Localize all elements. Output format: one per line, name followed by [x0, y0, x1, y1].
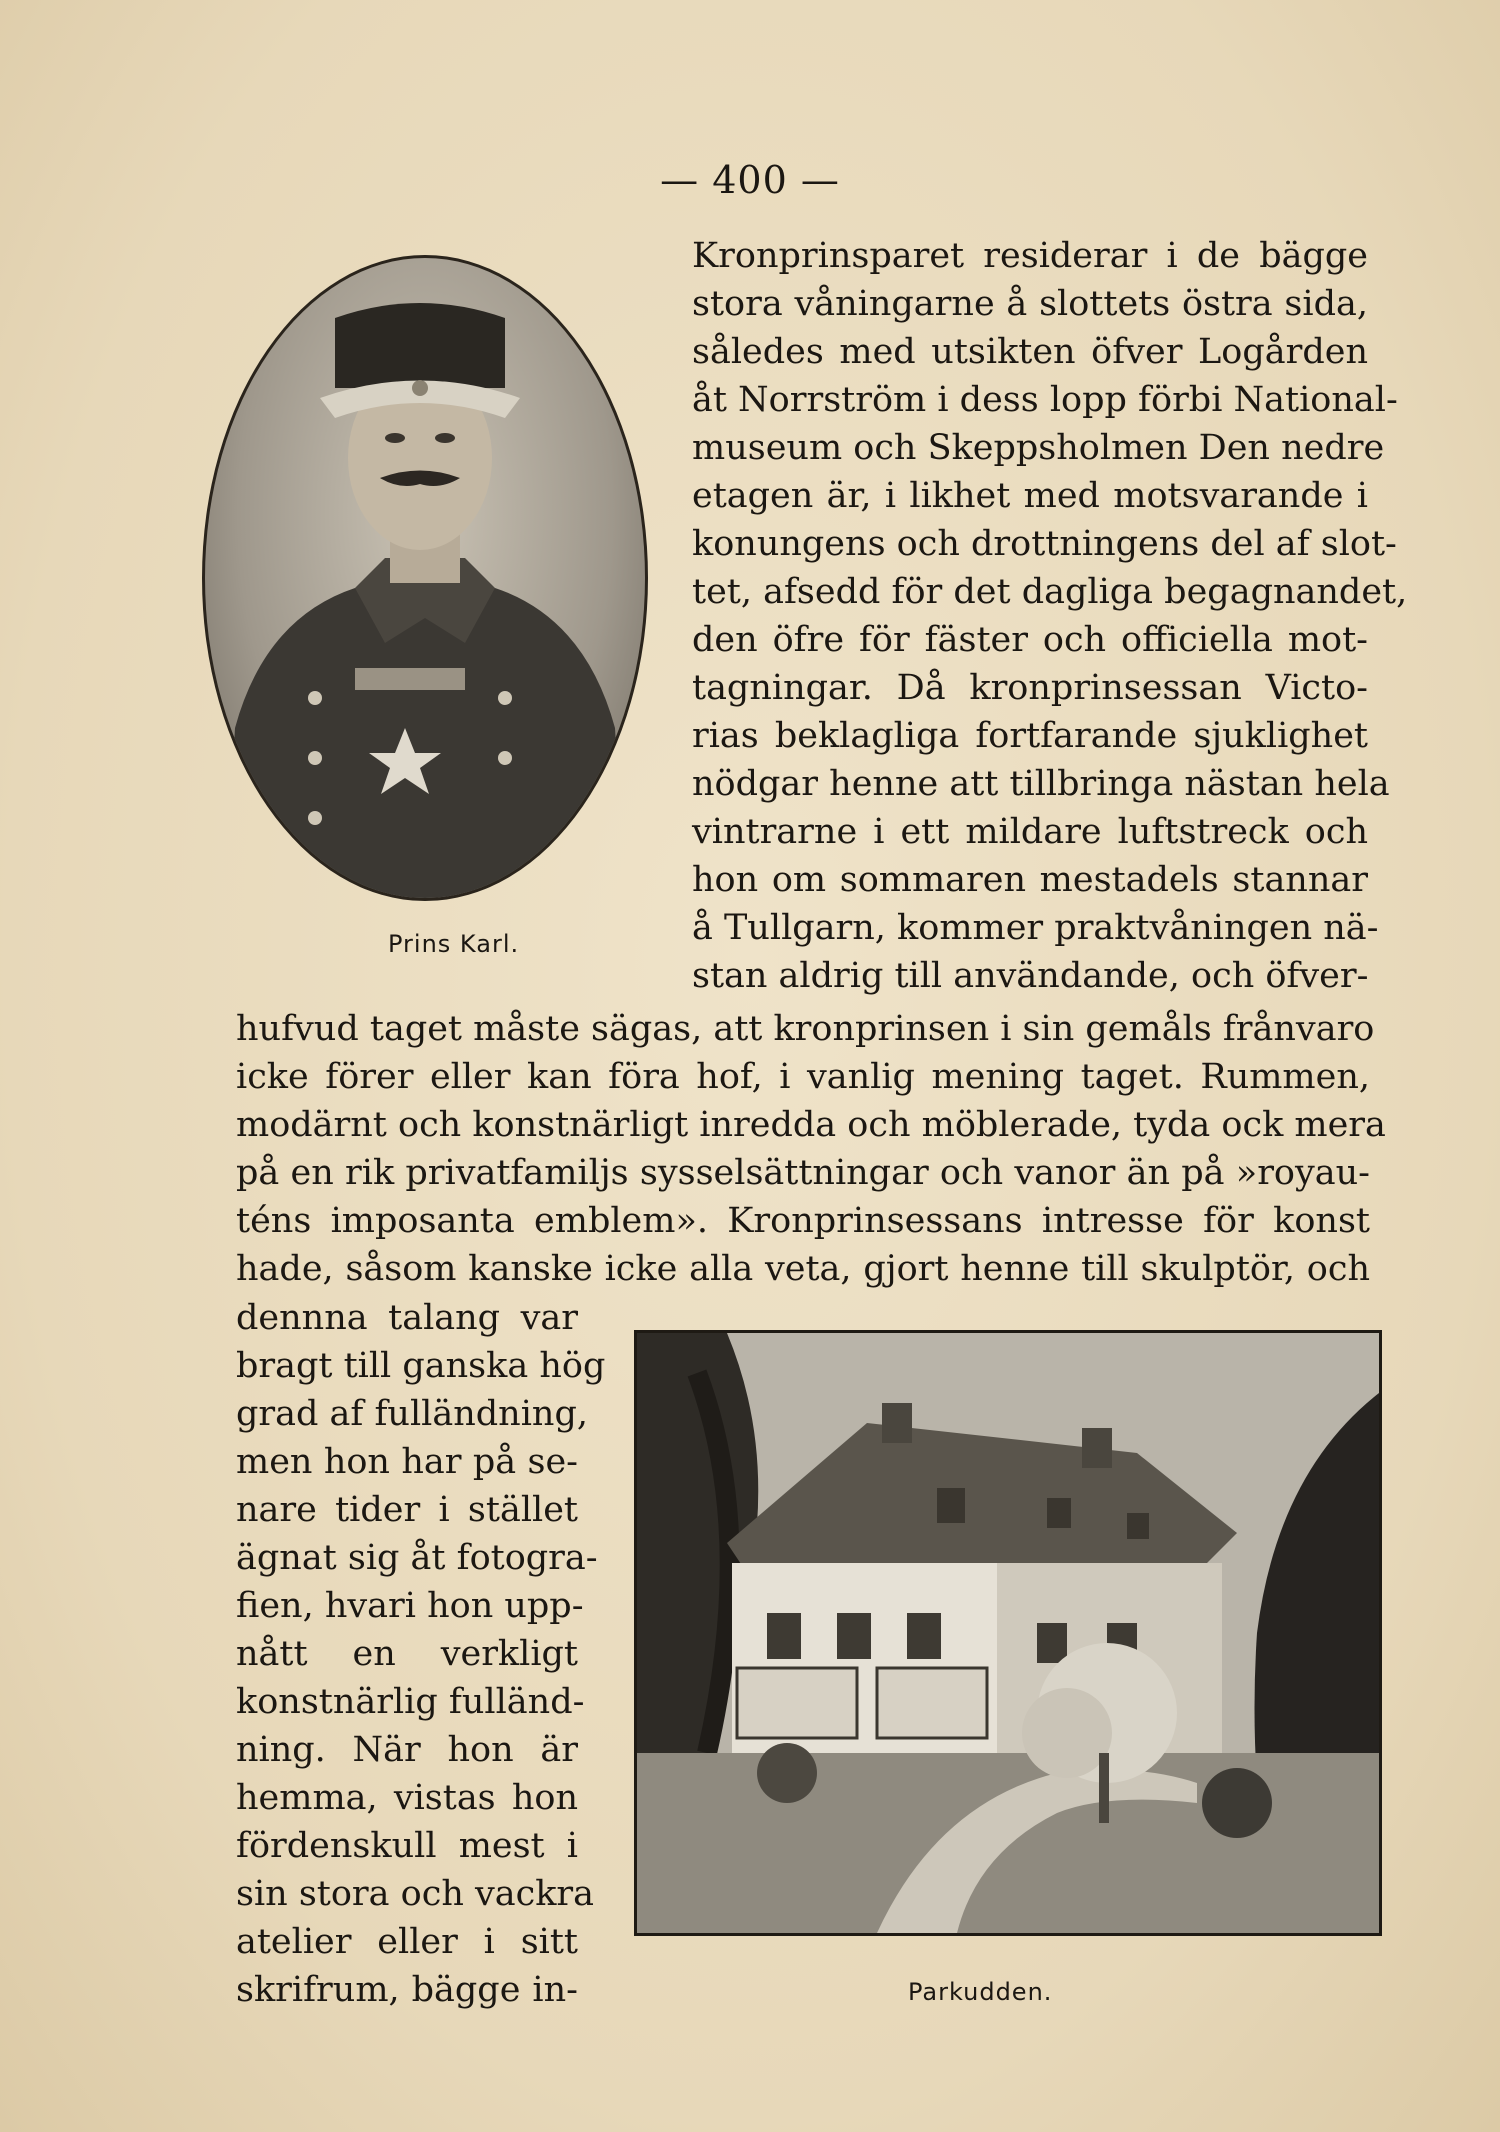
text-line: tagningar. Då kronprinsessan Victo-: [692, 668, 1368, 708]
page-number: — 400 —: [660, 158, 840, 202]
text-line: tet, afsedd för det dagliga begagnandet,: [692, 572, 1408, 612]
text-line: den öfre för fäster och officiella mot-: [692, 620, 1368, 660]
text-line: hon om sommaren mestadels stannar: [692, 860, 1368, 900]
text-line: vintrarne i ett mildare luftstreck och: [692, 812, 1368, 852]
text-line: icke förer eller kan föra hof, i vanlig mening taget. Rummen,: [236, 1057, 1370, 1097]
text-line: ning. När hon är: [236, 1730, 578, 1770]
text-line: nått en verkligt: [236, 1634, 578, 1674]
text-line: hade, såsom kanske icke alla veta, gjort henne till skulptör, och: [236, 1249, 1370, 1289]
text-line: ägnat sig åt fotogra-: [236, 1538, 598, 1578]
house-caption: Parkudden.: [908, 1978, 1053, 2006]
text-line: åt Norrström i dess lopp förbi National-: [692, 380, 1398, 420]
text-line: bragt till ganska hög: [236, 1346, 606, 1386]
house-photo: [634, 1330, 1382, 1936]
text-line: etagen är, i likhet med motsvarande i: [692, 476, 1368, 516]
portrait-caption: Prins Karl.: [388, 930, 520, 958]
text-line: téns imposanta emblem». Kronprinsessans intresse för konst: [236, 1201, 1370, 1241]
text-line: konstnärlig fulländ-: [236, 1682, 585, 1722]
text-line: hufvud taget måste sägas, att kronprinsen i sin gemåls frånvaro: [236, 1009, 1375, 1049]
text-line: men hon har på se-: [236, 1442, 578, 1482]
text-line: konungens och drottningens del af slot-: [692, 524, 1397, 564]
text-line: sin stora och vackra: [236, 1874, 595, 1914]
text-line: Kronprinsparet residerar i de bägge: [692, 236, 1368, 276]
text-line: stan aldrig till användande, och öfver-: [692, 956, 1369, 996]
text-line: fördenskull mest i: [236, 1826, 578, 1866]
text-line: rias beklagliga fortfarande sjuklighet: [692, 716, 1368, 756]
text-line: nödgar henne att tillbringa nästan hela: [692, 764, 1390, 804]
text-line: modärnt och konstnärligt inredda och möblerade, tyda ock mera: [236, 1105, 1386, 1145]
house-illustration: [637, 1333, 1379, 1933]
text-line: fien, hvari hon upp-: [236, 1586, 584, 1626]
text-line: å Tullgarn, kommer praktvåningen nä-: [692, 908, 1379, 948]
text-line: dennna talang var: [236, 1298, 578, 1338]
text-line: atelier eller i sitt: [236, 1922, 578, 1962]
portrait-photo: [202, 255, 648, 901]
text-line: nare tider i stället: [236, 1490, 578, 1530]
text-line: stora våningarne å slottets östra sida,: [692, 284, 1368, 324]
text-line: skrifrum, bägge in-: [236, 1970, 578, 2010]
portrait-illustration: [205, 258, 645, 898]
text-line: museum och Skeppsholmen Den nedre: [692, 428, 1385, 468]
text-line: på en rik privatfamiljs sysselsättningar och vanor än på »royau-: [236, 1153, 1370, 1193]
text-line: hemma, vistas hon: [236, 1778, 578, 1818]
text-line: således med utsikten öfver Logården: [692, 332, 1368, 372]
text-line: grad af fulländning,: [236, 1394, 588, 1434]
